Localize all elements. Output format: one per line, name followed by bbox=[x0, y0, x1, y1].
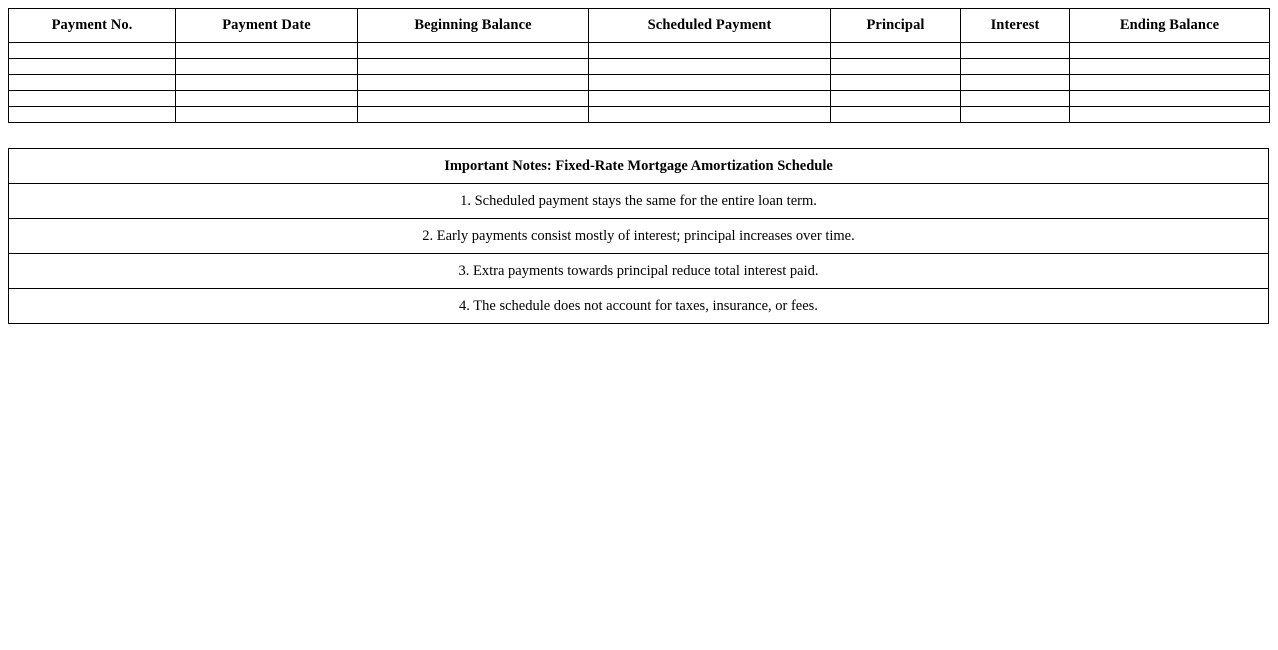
note-item-1: 1. Scheduled payment stays the same for the entire loan term. bbox=[9, 184, 1269, 219]
cell-payment-date[interactable] bbox=[176, 91, 358, 107]
table-row bbox=[9, 107, 1270, 123]
table-row bbox=[9, 59, 1270, 75]
schedule-table-header bbox=[9, 9, 1270, 43]
cell-beginning-balance[interactable] bbox=[358, 59, 589, 75]
amortization-schedule-table-container bbox=[8, 8, 1269, 123]
cell-ending-balance[interactable] bbox=[1070, 75, 1270, 91]
important-notes-body bbox=[9, 149, 1269, 324]
table-header-row bbox=[9, 9, 1270, 43]
column-header-payment-no: Payment No. bbox=[9, 9, 176, 43]
cell-payment-no[interactable] bbox=[9, 91, 176, 107]
cell-beginning-balance[interactable] bbox=[358, 43, 589, 59]
notes-title-row bbox=[9, 149, 1269, 184]
cell-payment-no[interactable] bbox=[9, 75, 176, 91]
cell-ending-balance[interactable] bbox=[1070, 91, 1270, 107]
cell-interest[interactable] bbox=[961, 91, 1070, 107]
cell-scheduled-payment[interactable] bbox=[589, 75, 831, 91]
note-row bbox=[9, 184, 1269, 219]
cell-payment-date[interactable] bbox=[176, 59, 358, 75]
cell-interest[interactable] bbox=[961, 107, 1070, 123]
note-item-3: 3. Extra payments towards principal reduce total interest paid. bbox=[9, 254, 1269, 289]
schedule-table-body bbox=[9, 43, 1270, 123]
column-header-interest: Interest bbox=[961, 9, 1070, 43]
cell-interest[interactable] bbox=[961, 75, 1070, 91]
cell-principal[interactable] bbox=[831, 43, 961, 59]
cell-principal[interactable] bbox=[831, 59, 961, 75]
note-item-4: 4. The schedule does not account for taxes, insurance, or fees. bbox=[9, 289, 1269, 324]
cell-principal[interactable] bbox=[831, 107, 961, 123]
notes-title: Important Notes: Fixed-Rate Mortgage Amortization Schedule bbox=[9, 149, 1269, 184]
cell-payment-date[interactable] bbox=[176, 75, 358, 91]
cell-scheduled-payment[interactable] bbox=[589, 59, 831, 75]
column-header-ending-balance: Ending Balance bbox=[1070, 9, 1270, 43]
column-header-scheduled-payment: Scheduled Payment bbox=[589, 9, 831, 43]
important-notes-table bbox=[8, 148, 1269, 324]
amortization-schedule-table bbox=[8, 8, 1270, 123]
cell-ending-balance[interactable] bbox=[1070, 43, 1270, 59]
column-header-beginning-balance: Beginning Balance bbox=[358, 9, 589, 43]
cell-scheduled-payment[interactable] bbox=[589, 107, 831, 123]
column-header-payment-date: Payment Date bbox=[176, 9, 358, 43]
cell-payment-date[interactable] bbox=[176, 43, 358, 59]
cell-beginning-balance[interactable] bbox=[358, 75, 589, 91]
cell-interest[interactable] bbox=[961, 43, 1070, 59]
cell-ending-balance[interactable] bbox=[1070, 107, 1270, 123]
table-row bbox=[9, 91, 1270, 107]
cell-payment-no[interactable] bbox=[9, 59, 176, 75]
note-row bbox=[9, 219, 1269, 254]
table-row bbox=[9, 75, 1270, 91]
column-header-principal: Principal bbox=[831, 9, 961, 43]
cell-principal[interactable] bbox=[831, 91, 961, 107]
important-notes-table-container bbox=[8, 148, 1269, 324]
cell-beginning-balance[interactable] bbox=[358, 91, 589, 107]
cell-beginning-balance[interactable] bbox=[358, 107, 589, 123]
cell-scheduled-payment[interactable] bbox=[589, 91, 831, 107]
note-item-2: 2. Early payments consist mostly of interest; principal increases over time. bbox=[9, 219, 1269, 254]
table-row bbox=[9, 43, 1270, 59]
cell-interest[interactable] bbox=[961, 59, 1070, 75]
note-row bbox=[9, 254, 1269, 289]
cell-payment-no[interactable] bbox=[9, 43, 176, 59]
cell-payment-no[interactable] bbox=[9, 107, 176, 123]
note-row bbox=[9, 289, 1269, 324]
cell-payment-date[interactable] bbox=[176, 107, 358, 123]
cell-principal[interactable] bbox=[831, 75, 961, 91]
cell-ending-balance[interactable] bbox=[1070, 59, 1270, 75]
cell-scheduled-payment[interactable] bbox=[589, 43, 831, 59]
